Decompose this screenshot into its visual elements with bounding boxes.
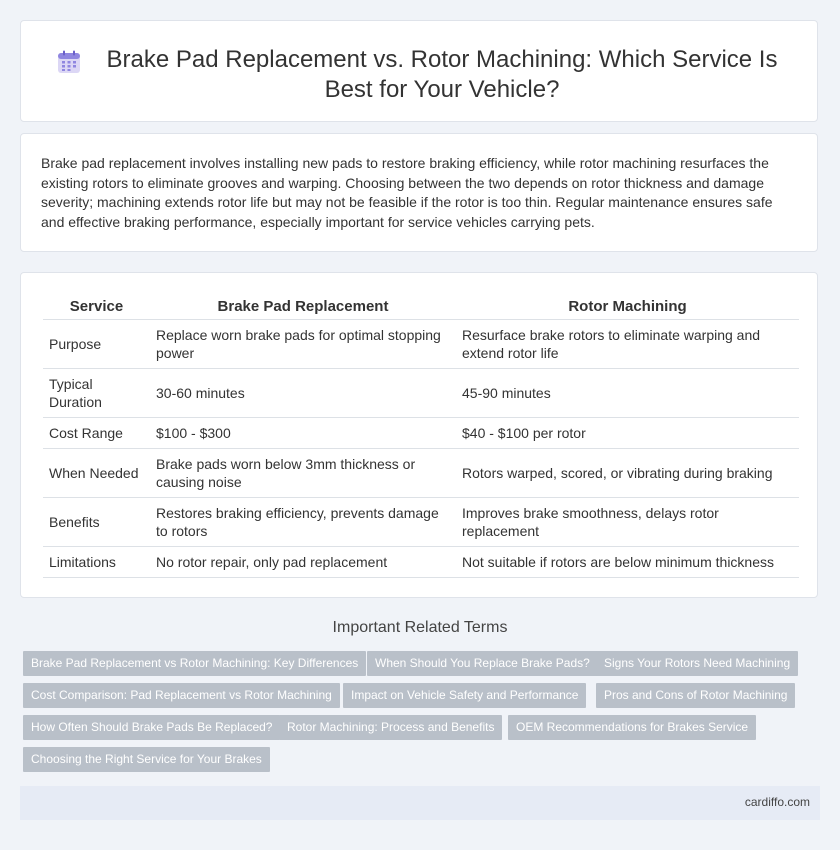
header-card (20, 20, 818, 122)
table-cell: Purpose (43, 320, 150, 369)
related-tag[interactable]: When Should You Replace Brake Pads? (367, 651, 598, 676)
table-cell: Cost Range (43, 418, 150, 449)
related-tag[interactable]: Rotor Machining: Process and Benefits (279, 715, 502, 740)
column-header: Brake Pad Replacement (150, 293, 456, 320)
table-cell: $40 - $100 per rotor (456, 418, 799, 449)
related-tag[interactable]: How Often Should Brake Pads Be Replaced? (23, 715, 280, 740)
related-tag[interactable]: Choosing the Right Service for Your Brakes (23, 747, 270, 772)
related-tag[interactable]: Impact on Vehicle Safety and Performance (343, 683, 586, 708)
intro-paragraph: Brake pad replacement involves installing new pads to restore braking efficiency, while rotor machining resurfaces the existing rotors to eliminate grooves and warping. Choosing between the two depends on rotor thickness and damage severity; machining extends rotor life but may not be feasible if the rotor is too thin. Regular maintenance ensures safe and effective braking performance, especially important for service vehicles carrying pets. (41, 155, 773, 230)
related-tag[interactable]: Brake Pad Replacement vs Rotor Machining: Key Differences (23, 651, 366, 676)
table-cell: $100 - $300 (150, 418, 456, 449)
table-cell: Brake pads worn below 3mm thickness or causing noise (150, 449, 456, 498)
table-cell: Rotors warped, scored, or vibrating during braking (456, 449, 799, 498)
table-cell: Not suitable if rotors are below minimum thickness (456, 547, 799, 578)
table-cell: Improves brake smoothness, delays rotor replacement (456, 498, 799, 547)
table-row (43, 320, 799, 369)
table-row (43, 449, 799, 498)
table-row (43, 547, 799, 578)
table-header-row (43, 293, 799, 320)
intro-card (20, 133, 818, 252)
footer-site-link[interactable]: cardiffo.com (744, 795, 810, 809)
related-tag[interactable]: OEM Recommendations for Brakes Service (508, 715, 756, 740)
table-cell: Limitations (43, 547, 150, 578)
table-row (43, 369, 799, 418)
table-cell: When Needed (43, 449, 150, 498)
table-cell: 45-90 minutes (456, 369, 799, 418)
column-header: Rotor Machining (456, 293, 799, 320)
related-tag[interactable]: Cost Comparison: Pad Replacement vs Rotor Machining (23, 683, 340, 708)
table-cell: 30-60 minutes (150, 369, 456, 418)
footer (20, 786, 820, 820)
page-title: Brake Pad Replacement vs. Rotor Machining: Which Service Is Best for Your Vehicle? (106, 46, 778, 103)
related-tag[interactable]: Signs Your Rotors Need Machining (596, 651, 798, 676)
table-row (43, 498, 799, 547)
table-cell: No rotor repair, only pad replacement (150, 547, 456, 578)
table-cell: Restores braking efficiency, prevents damage to rotors (150, 498, 456, 547)
calendar-icon (56, 49, 82, 75)
table-cell: Resurface brake rotors to eliminate warping and extend rotor life (456, 320, 799, 369)
table-cell: Replace worn brake pads for optimal stopping power (150, 320, 456, 369)
column-header: Service (43, 293, 150, 320)
table-cell: Benefits (43, 498, 150, 547)
related-tag[interactable]: Pros and Cons of Rotor Machining (596, 683, 795, 708)
comparison-table-card (20, 272, 818, 598)
related-terms-title: Important Related Terms (332, 619, 508, 636)
comparison-table (43, 293, 799, 578)
table-row (43, 418, 799, 449)
table-cell: Typical Duration (43, 369, 150, 418)
